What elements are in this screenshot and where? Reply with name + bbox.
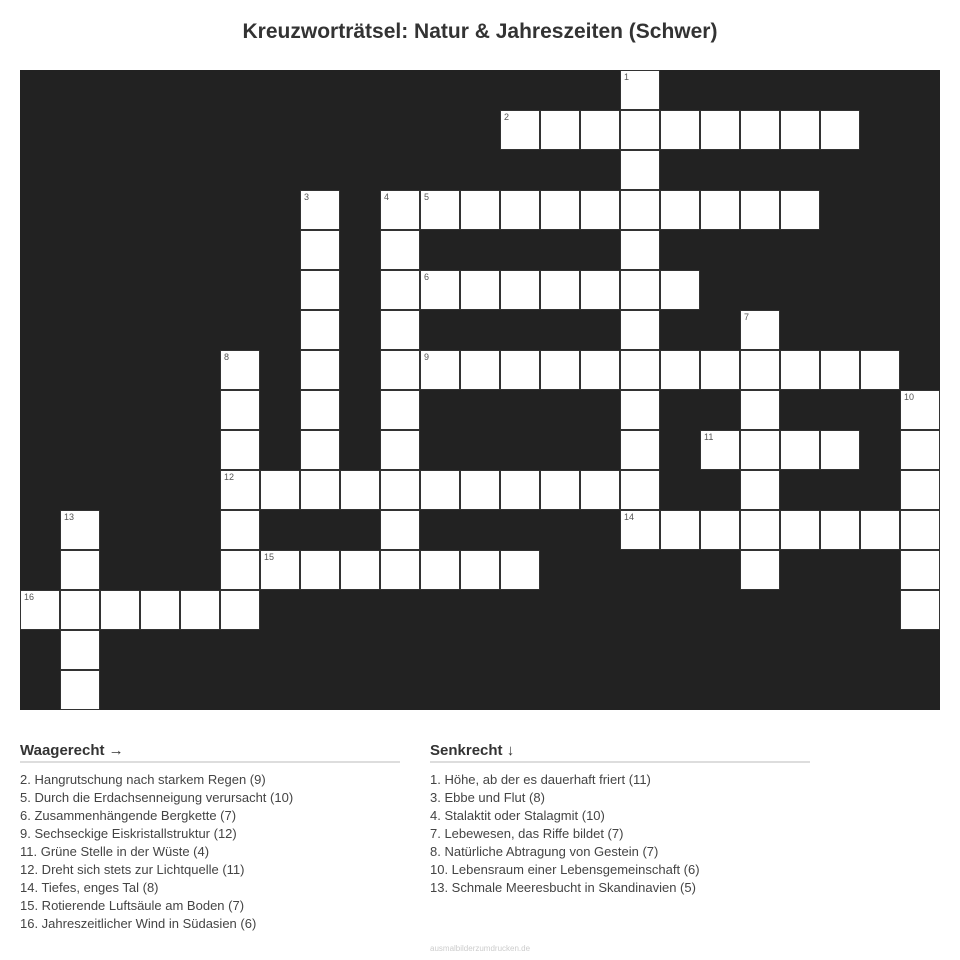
clue-number: 8 xyxy=(224,352,230,362)
across-clue: 15. Rotierende Luftsäule am Boden (7) xyxy=(20,898,245,913)
grid-cell[interactable] xyxy=(900,590,940,630)
grid-cell[interactable] xyxy=(300,190,340,230)
grid-cell[interactable] xyxy=(820,110,860,150)
down-clue: 3. Ebbe und Flut (8) xyxy=(430,790,545,805)
grid-cell[interactable] xyxy=(820,430,860,470)
grid-cell[interactable] xyxy=(460,350,500,390)
grid-cell[interactable] xyxy=(220,510,260,550)
grid-cell[interactable] xyxy=(900,550,940,590)
across-clue: 11. Grüne Stelle in der Wüste (4) xyxy=(20,844,210,859)
grid-cell[interactable] xyxy=(380,270,420,310)
clue-number: 3 xyxy=(304,192,310,202)
grid-cell[interactable] xyxy=(260,550,300,590)
clue-number: 2 xyxy=(504,112,510,122)
across-heading: Waagerecht → xyxy=(20,742,400,763)
grid-cell[interactable] xyxy=(620,470,660,510)
grid-cell[interactable] xyxy=(700,510,740,550)
grid-cell[interactable] xyxy=(860,510,900,550)
grid-cell[interactable] xyxy=(780,350,820,390)
grid-cell[interactable] xyxy=(420,470,460,510)
across-clue: 16. Jahreszeitlicher Wind in Südasien (6) xyxy=(20,916,257,931)
grid-cell[interactable] xyxy=(580,270,620,310)
grid-cell[interactable] xyxy=(620,150,660,190)
grid-cell[interactable] xyxy=(500,190,540,230)
grid-cell[interactable] xyxy=(900,510,940,550)
grid-cell[interactable] xyxy=(860,350,900,390)
down-clues-section xyxy=(430,742,810,897)
grid-cell[interactable] xyxy=(580,190,620,230)
across-clue: 6. Zusammenhängende Bergkette (7) xyxy=(20,808,237,823)
grid-cell[interactable] xyxy=(300,430,340,470)
clue-number: 5 xyxy=(424,192,430,202)
grid-cell[interactable] xyxy=(540,110,580,150)
grid-cell[interactable] xyxy=(900,430,940,470)
grid-cell[interactable] xyxy=(500,550,540,590)
crossword-grid xyxy=(20,70,940,710)
grid-cell[interactable] xyxy=(220,430,260,470)
grid-cell[interactable] xyxy=(660,110,700,150)
grid-cell[interactable] xyxy=(60,670,100,710)
grid-cell[interactable] xyxy=(420,270,460,310)
grid-cell[interactable] xyxy=(740,190,780,230)
grid-cell[interactable] xyxy=(260,470,300,510)
grid-cell[interactable] xyxy=(620,270,660,310)
grid-cell[interactable] xyxy=(460,470,500,510)
clue-number: 10 xyxy=(904,392,915,402)
grid-cell[interactable] xyxy=(420,350,460,390)
grid-cell[interactable] xyxy=(100,590,140,630)
grid-cell[interactable] xyxy=(700,430,740,470)
grid-cell[interactable] xyxy=(620,430,660,470)
clue-number: 12 xyxy=(224,472,235,482)
grid-cell[interactable] xyxy=(300,470,340,510)
grid-cell[interactable] xyxy=(700,350,740,390)
grid-cell[interactable] xyxy=(580,350,620,390)
clue-number: 7 xyxy=(744,312,750,322)
grid-cell[interactable] xyxy=(500,110,540,150)
grid-cell[interactable] xyxy=(140,590,180,630)
grid-cell[interactable] xyxy=(500,350,540,390)
down-clue-list xyxy=(430,771,810,897)
grid-cell[interactable] xyxy=(620,350,660,390)
grid-cell[interactable] xyxy=(740,310,780,350)
grid-cell[interactable] xyxy=(540,350,580,390)
grid-cell[interactable] xyxy=(620,230,660,270)
grid-cell[interactable] xyxy=(60,510,100,550)
down-clue: 13. Schmale Meeresbucht in Skandinavien (5) xyxy=(430,880,696,895)
grid-cell[interactable] xyxy=(700,110,740,150)
grid-cell[interactable] xyxy=(60,630,100,670)
grid-cell[interactable] xyxy=(340,550,380,590)
grid-cell[interactable] xyxy=(620,110,660,150)
grid-cell[interactable] xyxy=(380,510,420,550)
grid-cell[interactable] xyxy=(620,70,660,110)
grid-cell[interactable] xyxy=(300,270,340,310)
grid-cell[interactable] xyxy=(300,310,340,350)
grid-cell[interactable] xyxy=(380,470,420,510)
grid-cell[interactable] xyxy=(300,350,340,390)
page-title: Kreuzworträtsel: Natur & Jahreszeiten (Schwer) xyxy=(242,20,718,43)
grid-cell[interactable] xyxy=(380,190,420,230)
grid-cell[interactable] xyxy=(540,190,580,230)
grid-cell[interactable] xyxy=(380,430,420,470)
grid-cell[interactable] xyxy=(220,470,260,510)
down-clue: 1. Höhe, ab der es dauerhaft friert (11) xyxy=(430,772,651,787)
grid-cell[interactable] xyxy=(740,110,780,150)
across-clue: 2. Hangrutschung nach starkem Regen (9) xyxy=(20,772,266,787)
grid-cell[interactable] xyxy=(460,550,500,590)
grid-cell[interactable] xyxy=(780,190,820,230)
grid-cell[interactable] xyxy=(740,430,780,470)
grid-cell[interactable] xyxy=(660,350,700,390)
grid-cell[interactable] xyxy=(660,510,700,550)
grid-cell[interactable] xyxy=(620,390,660,430)
grid-cell[interactable] xyxy=(460,270,500,310)
down-clue: 7. Lebewesen, das Riffe bildet (7) xyxy=(430,826,624,841)
across-clue: 9. Sechseckige Eiskristallstruktur (12) xyxy=(20,826,237,841)
grid-cell[interactable] xyxy=(300,550,340,590)
grid-cell[interactable] xyxy=(540,270,580,310)
clue-number: 16 xyxy=(24,592,35,602)
grid-cell[interactable] xyxy=(700,190,740,230)
clue-number: 9 xyxy=(424,352,430,362)
clue-number: 6 xyxy=(424,272,430,282)
grid-cell[interactable] xyxy=(780,430,820,470)
grid-cell[interactable] xyxy=(380,230,420,270)
grid-cell[interactable] xyxy=(420,550,460,590)
grid-cell[interactable] xyxy=(740,390,780,430)
grid-cell[interactable] xyxy=(300,390,340,430)
down-heading: Senkrecht ↓ xyxy=(430,742,810,763)
down-clue: 8. Natürliche Abtragung von Gestein (7) xyxy=(430,844,659,859)
footer-source: ausmalbilderzumdrucken.de xyxy=(430,944,531,953)
grid-cell[interactable] xyxy=(780,110,820,150)
down-clue: 4. Stalaktit oder Stalagmit (10) xyxy=(430,808,605,823)
grid-cell[interactable] xyxy=(380,350,420,390)
across-clue-list xyxy=(20,771,400,933)
grid-cell[interactable] xyxy=(780,510,820,550)
grid-cell[interactable] xyxy=(460,190,500,230)
grid-cell[interactable] xyxy=(620,310,660,350)
grid-cell[interactable] xyxy=(660,190,700,230)
grid-cell[interactable] xyxy=(580,470,620,510)
clue-number: 1 xyxy=(624,72,630,82)
grid-cell[interactable] xyxy=(740,510,780,550)
grid-cell[interactable] xyxy=(820,350,860,390)
clue-number: 4 xyxy=(384,192,390,202)
grid-cell[interactable] xyxy=(60,550,100,590)
grid-cell[interactable] xyxy=(500,470,540,510)
grid-cell[interactable] xyxy=(300,230,340,270)
grid-cell[interactable] xyxy=(820,510,860,550)
clue-number: 11 xyxy=(704,432,714,442)
grid-cell[interactable] xyxy=(620,510,660,550)
grid-cell[interactable] xyxy=(220,390,260,430)
clue-number: 15 xyxy=(264,552,275,562)
grid-cell[interactable] xyxy=(180,590,220,630)
grid-cell[interactable] xyxy=(740,350,780,390)
grid-cell[interactable] xyxy=(620,190,660,230)
grid-cell[interactable] xyxy=(220,350,260,390)
across-clue: 12. Dreht sich stets zur Lichtquelle (11) xyxy=(20,862,245,877)
grid-cell[interactable] xyxy=(380,310,420,350)
clue-number: 13 xyxy=(64,512,75,522)
grid-cell[interactable] xyxy=(220,590,260,630)
grid-cell[interactable] xyxy=(540,470,580,510)
grid-cell[interactable] xyxy=(340,470,380,510)
grid-cell[interactable] xyxy=(740,470,780,510)
grid-cell[interactable] xyxy=(900,390,940,430)
across-clues-section xyxy=(20,742,400,933)
grid-cell[interactable] xyxy=(220,550,260,590)
grid-cell[interactable] xyxy=(380,550,420,590)
across-clue: 5. Durch die Erdachsenneigung verursacht (10) xyxy=(20,790,294,805)
grid-cell[interactable] xyxy=(60,590,100,630)
grid-cell[interactable] xyxy=(740,550,780,590)
down-clue: 10. Lebensraum einer Lebensgemeinschaft (6) xyxy=(430,862,700,877)
grid-cell[interactable] xyxy=(500,270,540,310)
grid-cell[interactable] xyxy=(660,270,700,310)
grid-cell[interactable] xyxy=(380,390,420,430)
across-clue: 14. Tiefes, enges Tal (8) xyxy=(20,880,159,895)
grid-cell[interactable] xyxy=(900,470,940,510)
grid-cell[interactable] xyxy=(20,590,60,630)
grid-cell[interactable] xyxy=(580,110,620,150)
grid-cell[interactable] xyxy=(420,190,460,230)
clue-number: 14 xyxy=(624,512,635,522)
